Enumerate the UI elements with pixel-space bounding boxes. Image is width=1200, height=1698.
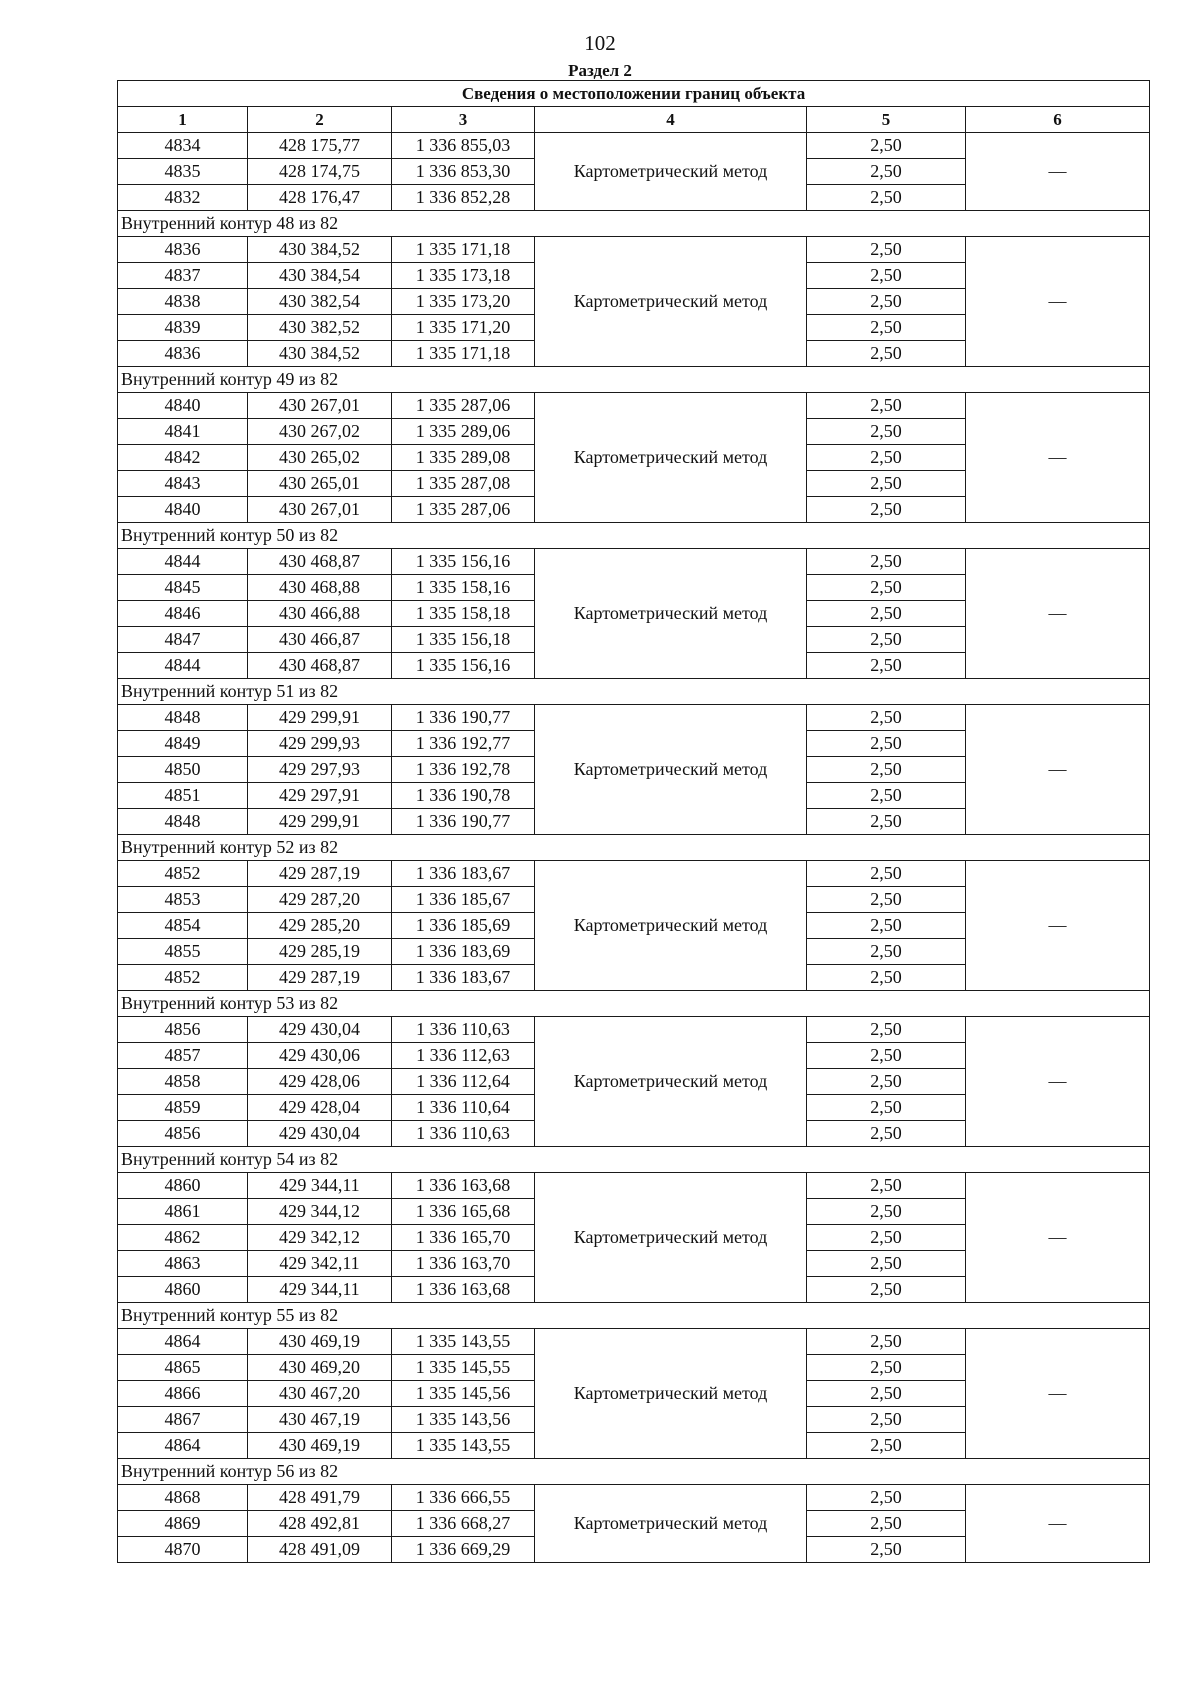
boundary-coordinates-table xyxy=(117,80,1150,1563)
column-number-row xyxy=(118,107,1150,133)
contour-label: Внутренний контур 51 из 82 xyxy=(118,679,1150,705)
method-cell: Картометрический метод xyxy=(535,861,807,991)
method-cell: Картометрический метод xyxy=(535,1485,807,1563)
precision-cell: 2,50 xyxy=(807,1225,966,1251)
point-number-cell: 4856 xyxy=(118,1121,248,1147)
page-number: 102 xyxy=(584,31,616,55)
x-coordinate-cell: 428 491,79 xyxy=(248,1485,392,1511)
precision-cell: 2,50 xyxy=(807,1537,966,1563)
contour-header-row xyxy=(118,1303,1150,1329)
contour-header-row xyxy=(118,367,1150,393)
y-coordinate-cell: 1 335 158,16 xyxy=(392,575,535,601)
y-coordinate-cell: 1 335 173,20 xyxy=(392,289,535,315)
table-row xyxy=(118,133,1150,159)
description-cell: — xyxy=(966,1485,1150,1563)
x-coordinate-cell: 429 428,06 xyxy=(248,1069,392,1095)
table-title: Сведения о местоположении границ объекта xyxy=(118,81,1150,107)
point-number-cell: 4846 xyxy=(118,601,248,627)
point-number-cell: 4864 xyxy=(118,1433,248,1459)
contour-label: Внутренний контур 53 из 82 xyxy=(118,991,1150,1017)
y-coordinate-cell: 1 336 185,69 xyxy=(392,913,535,939)
point-number-cell: 4840 xyxy=(118,393,248,419)
precision-cell: 2,50 xyxy=(807,1277,966,1303)
y-coordinate-cell: 1 336 190,77 xyxy=(392,809,535,835)
y-coordinate-cell: 1 336 110,63 xyxy=(392,1017,535,1043)
precision-cell: 2,50 xyxy=(807,549,966,575)
point-number-cell: 4852 xyxy=(118,965,248,991)
x-coordinate-cell: 429 287,19 xyxy=(248,965,392,991)
table-row xyxy=(118,549,1150,575)
precision-cell: 2,50 xyxy=(807,783,966,809)
x-coordinate-cell: 428 491,09 xyxy=(248,1537,392,1563)
point-number-cell: 4834 xyxy=(118,133,248,159)
point-number-cell: 4853 xyxy=(118,887,248,913)
contour-label: Внутренний контур 52 из 82 xyxy=(118,835,1150,861)
point-number-cell: 4848 xyxy=(118,809,248,835)
x-coordinate-cell: 430 468,88 xyxy=(248,575,392,601)
y-coordinate-cell: 1 336 855,03 xyxy=(392,133,535,159)
y-coordinate-cell: 1 335 145,55 xyxy=(392,1355,535,1381)
point-number-cell: 4845 xyxy=(118,575,248,601)
point-number-cell: 4839 xyxy=(118,315,248,341)
y-coordinate-cell: 1 335 143,56 xyxy=(392,1407,535,1433)
y-coordinate-cell: 1 335 289,08 xyxy=(392,445,535,471)
y-coordinate-cell: 1 335 143,55 xyxy=(392,1433,535,1459)
contour-label: Внутренний контур 48 из 82 xyxy=(118,211,1150,237)
precision-cell: 2,50 xyxy=(807,705,966,731)
table-body xyxy=(118,133,1150,1563)
point-number-cell: 4844 xyxy=(118,653,248,679)
y-coordinate-cell: 1 335 287,06 xyxy=(392,393,535,419)
x-coordinate-cell: 428 176,47 xyxy=(248,185,392,211)
y-coordinate-cell: 1 335 171,18 xyxy=(392,341,535,367)
contour-header-row xyxy=(118,679,1150,705)
x-coordinate-cell: 429 342,12 xyxy=(248,1225,392,1251)
precision-cell: 2,50 xyxy=(807,1069,966,1095)
y-coordinate-cell: 1 336 163,68 xyxy=(392,1277,535,1303)
point-number-cell: 4861 xyxy=(118,1199,248,1225)
y-coordinate-cell: 1 335 173,18 xyxy=(392,263,535,289)
y-coordinate-cell: 1 336 163,70 xyxy=(392,1251,535,1277)
precision-cell: 2,50 xyxy=(807,601,966,627)
contour-header-row xyxy=(118,523,1150,549)
x-coordinate-cell: 430 267,01 xyxy=(248,393,392,419)
column-number-6: 6 xyxy=(966,107,1150,133)
x-coordinate-cell: 430 466,88 xyxy=(248,601,392,627)
precision-cell: 2,50 xyxy=(807,419,966,445)
precision-cell: 2,50 xyxy=(807,133,966,159)
y-coordinate-cell: 1 336 192,77 xyxy=(392,731,535,757)
point-number-cell: 4848 xyxy=(118,705,248,731)
description-cell: — xyxy=(966,861,1150,991)
column-number-2: 2 xyxy=(248,107,392,133)
x-coordinate-cell: 429 287,19 xyxy=(248,861,392,887)
description-cell: — xyxy=(966,1017,1150,1147)
y-coordinate-cell: 1 336 110,64 xyxy=(392,1095,535,1121)
x-coordinate-cell: 430 469,20 xyxy=(248,1355,392,1381)
column-number-3: 3 xyxy=(392,107,535,133)
precision-cell: 2,50 xyxy=(807,1199,966,1225)
x-coordinate-cell: 429 430,04 xyxy=(248,1017,392,1043)
precision-cell: 2,50 xyxy=(807,289,966,315)
y-coordinate-cell: 1 336 110,63 xyxy=(392,1121,535,1147)
point-number-cell: 4860 xyxy=(118,1277,248,1303)
precision-cell: 2,50 xyxy=(807,315,966,341)
x-coordinate-cell: 430 469,19 xyxy=(248,1329,392,1355)
x-coordinate-cell: 429 297,91 xyxy=(248,783,392,809)
y-coordinate-cell: 1 336 112,64 xyxy=(392,1069,535,1095)
x-coordinate-cell: 429 344,11 xyxy=(248,1173,392,1199)
x-coordinate-cell: 430 265,02 xyxy=(248,445,392,471)
y-coordinate-cell: 1 336 668,27 xyxy=(392,1511,535,1537)
precision-cell: 2,50 xyxy=(807,1407,966,1433)
precision-cell: 2,50 xyxy=(807,185,966,211)
point-number-cell: 4849 xyxy=(118,731,248,757)
method-cell: Картометрический метод xyxy=(535,393,807,523)
point-number-cell: 4832 xyxy=(118,185,248,211)
x-coordinate-cell: 430 382,54 xyxy=(248,289,392,315)
point-number-cell: 4842 xyxy=(118,445,248,471)
x-coordinate-cell: 430 469,19 xyxy=(248,1433,392,1459)
y-coordinate-cell: 1 335 156,16 xyxy=(392,653,535,679)
precision-cell: 2,50 xyxy=(807,809,966,835)
point-number-cell: 4843 xyxy=(118,471,248,497)
method-cell: Картометрический метод xyxy=(535,549,807,679)
x-coordinate-cell: 429 344,11 xyxy=(248,1277,392,1303)
y-coordinate-cell: 1 335 289,06 xyxy=(392,419,535,445)
y-coordinate-cell: 1 336 190,78 xyxy=(392,783,535,809)
precision-cell: 2,50 xyxy=(807,627,966,653)
precision-cell: 2,50 xyxy=(807,653,966,679)
table-row xyxy=(118,1329,1150,1355)
y-coordinate-cell: 1 335 158,18 xyxy=(392,601,535,627)
method-cell: Картометрический метод xyxy=(535,1017,807,1147)
x-coordinate-cell: 429 428,04 xyxy=(248,1095,392,1121)
precision-cell: 2,50 xyxy=(807,471,966,497)
precision-cell: 2,50 xyxy=(807,497,966,523)
precision-cell: 2,50 xyxy=(807,1043,966,1069)
point-number-cell: 4854 xyxy=(118,913,248,939)
y-coordinate-cell: 1 336 852,28 xyxy=(392,185,535,211)
precision-cell: 2,50 xyxy=(807,263,966,289)
contour-label: Внутренний контур 49 из 82 xyxy=(118,367,1150,393)
method-cell: Картометрический метод xyxy=(535,237,807,367)
table-row xyxy=(118,393,1150,419)
point-number-cell: 4857 xyxy=(118,1043,248,1069)
point-number-cell: 4865 xyxy=(118,1355,248,1381)
y-coordinate-cell: 1 335 143,55 xyxy=(392,1329,535,1355)
column-number-5: 5 xyxy=(807,107,966,133)
x-coordinate-cell: 430 466,87 xyxy=(248,627,392,653)
method-cell: Картометрический метод xyxy=(535,1173,807,1303)
x-coordinate-cell: 429 430,06 xyxy=(248,1043,392,1069)
contour-header-row xyxy=(118,211,1150,237)
y-coordinate-cell: 1 336 183,67 xyxy=(392,861,535,887)
y-coordinate-cell: 1 336 666,55 xyxy=(392,1485,535,1511)
point-number-cell: 4837 xyxy=(118,263,248,289)
contour-header-row xyxy=(118,1459,1150,1485)
point-number-cell: 4867 xyxy=(118,1407,248,1433)
y-coordinate-cell: 1 336 669,29 xyxy=(392,1537,535,1563)
y-coordinate-cell: 1 335 156,18 xyxy=(392,627,535,653)
precision-cell: 2,50 xyxy=(807,913,966,939)
contour-header-row xyxy=(118,1147,1150,1173)
x-coordinate-cell: 430 467,20 xyxy=(248,1381,392,1407)
x-coordinate-cell: 429 287,20 xyxy=(248,887,392,913)
y-coordinate-cell: 1 336 185,67 xyxy=(392,887,535,913)
column-number-1: 1 xyxy=(118,107,248,133)
x-coordinate-cell: 430 267,01 xyxy=(248,497,392,523)
x-coordinate-cell: 428 492,81 xyxy=(248,1511,392,1537)
table-row xyxy=(118,705,1150,731)
point-number-cell: 4835 xyxy=(118,159,248,185)
contour-label: Внутренний контур 50 из 82 xyxy=(118,523,1150,549)
description-cell: — xyxy=(966,549,1150,679)
precision-cell: 2,50 xyxy=(807,1433,966,1459)
x-coordinate-cell: 430 267,02 xyxy=(248,419,392,445)
y-coordinate-cell: 1 336 163,68 xyxy=(392,1173,535,1199)
y-coordinate-cell: 1 335 287,08 xyxy=(392,471,535,497)
contour-header-row xyxy=(118,835,1150,861)
precision-cell: 2,50 xyxy=(807,1251,966,1277)
x-coordinate-cell: 428 174,75 xyxy=(248,159,392,185)
y-coordinate-cell: 1 335 287,06 xyxy=(392,497,535,523)
description-cell: — xyxy=(966,1329,1150,1459)
point-number-cell: 4852 xyxy=(118,861,248,887)
y-coordinate-cell: 1 335 171,20 xyxy=(392,315,535,341)
contour-label: Внутренний контур 55 из 82 xyxy=(118,1303,1150,1329)
table-row xyxy=(118,237,1150,263)
point-number-cell: 4863 xyxy=(118,1251,248,1277)
y-coordinate-cell: 1 336 853,30 xyxy=(392,159,535,185)
description-cell: — xyxy=(966,1173,1150,1303)
x-coordinate-cell: 430 384,52 xyxy=(248,341,392,367)
point-number-cell: 4847 xyxy=(118,627,248,653)
description-cell: — xyxy=(966,393,1150,523)
x-coordinate-cell: 429 285,19 xyxy=(248,939,392,965)
point-number-cell: 4858 xyxy=(118,1069,248,1095)
point-number-cell: 4862 xyxy=(118,1225,248,1251)
y-coordinate-cell: 1 336 165,68 xyxy=(392,1199,535,1225)
y-coordinate-cell: 1 336 165,70 xyxy=(392,1225,535,1251)
y-coordinate-cell: 1 336 183,69 xyxy=(392,939,535,965)
method-cell: Картометрический метод xyxy=(535,133,807,211)
point-number-cell: 4844 xyxy=(118,549,248,575)
y-coordinate-cell: 1 336 112,63 xyxy=(392,1043,535,1069)
method-cell: Картометрический метод xyxy=(535,705,807,835)
x-coordinate-cell: 430 468,87 xyxy=(248,549,392,575)
contour-label: Внутренний контур 56 из 82 xyxy=(118,1459,1150,1485)
x-coordinate-cell: 429 285,20 xyxy=(248,913,392,939)
x-coordinate-cell: 429 430,04 xyxy=(248,1121,392,1147)
precision-cell: 2,50 xyxy=(807,757,966,783)
point-number-cell: 4860 xyxy=(118,1173,248,1199)
x-coordinate-cell: 428 175,77 xyxy=(248,133,392,159)
point-number-cell: 4851 xyxy=(118,783,248,809)
x-coordinate-cell: 429 299,93 xyxy=(248,731,392,757)
precision-cell: 2,50 xyxy=(807,1173,966,1199)
point-number-cell: 4869 xyxy=(118,1511,248,1537)
precision-cell: 2,50 xyxy=(807,1381,966,1407)
precision-cell: 2,50 xyxy=(807,861,966,887)
method-cell: Картометрический метод xyxy=(535,1329,807,1459)
x-coordinate-cell: 430 467,19 xyxy=(248,1407,392,1433)
precision-cell: 2,50 xyxy=(807,1121,966,1147)
precision-cell: 2,50 xyxy=(807,1329,966,1355)
point-number-cell: 4836 xyxy=(118,237,248,263)
column-number-4: 4 xyxy=(535,107,807,133)
x-coordinate-cell: 429 344,12 xyxy=(248,1199,392,1225)
contour-header-row xyxy=(118,991,1150,1017)
point-number-cell: 4866 xyxy=(118,1381,248,1407)
y-coordinate-cell: 1 335 145,56 xyxy=(392,1381,535,1407)
table-row xyxy=(118,861,1150,887)
y-coordinate-cell: 1 335 171,18 xyxy=(392,237,535,263)
x-coordinate-cell: 429 299,91 xyxy=(248,809,392,835)
precision-cell: 2,50 xyxy=(807,575,966,601)
x-coordinate-cell: 430 382,52 xyxy=(248,315,392,341)
y-coordinate-cell: 1 336 183,67 xyxy=(392,965,535,991)
x-coordinate-cell: 429 299,91 xyxy=(248,705,392,731)
point-number-cell: 4855 xyxy=(118,939,248,965)
point-number-cell: 4850 xyxy=(118,757,248,783)
point-number-cell: 4859 xyxy=(118,1095,248,1121)
precision-cell: 2,50 xyxy=(807,159,966,185)
precision-cell: 2,50 xyxy=(807,237,966,263)
section-title: Раздел 2 xyxy=(568,61,632,80)
x-coordinate-cell: 430 265,01 xyxy=(248,471,392,497)
precision-cell: 2,50 xyxy=(807,965,966,991)
x-coordinate-cell: 429 342,11 xyxy=(248,1251,392,1277)
x-coordinate-cell: 429 297,93 xyxy=(248,757,392,783)
precision-cell: 2,50 xyxy=(807,1485,966,1511)
x-coordinate-cell: 430 384,54 xyxy=(248,263,392,289)
precision-cell: 2,50 xyxy=(807,1017,966,1043)
point-number-cell: 4870 xyxy=(118,1537,248,1563)
point-number-cell: 4841 xyxy=(118,419,248,445)
point-number-cell: 4838 xyxy=(118,289,248,315)
point-number-cell: 4840 xyxy=(118,497,248,523)
x-coordinate-cell: 430 384,52 xyxy=(248,237,392,263)
table-row xyxy=(118,1485,1150,1511)
description-cell: — xyxy=(966,705,1150,835)
x-coordinate-cell: 430 468,87 xyxy=(248,653,392,679)
precision-cell: 2,50 xyxy=(807,393,966,419)
precision-cell: 2,50 xyxy=(807,887,966,913)
contour-label: Внутренний контур 54 из 82 xyxy=(118,1147,1150,1173)
precision-cell: 2,50 xyxy=(807,445,966,471)
description-cell: — xyxy=(966,133,1150,211)
point-number-cell: 4864 xyxy=(118,1329,248,1355)
precision-cell: 2,50 xyxy=(807,341,966,367)
point-number-cell: 4856 xyxy=(118,1017,248,1043)
precision-cell: 2,50 xyxy=(807,1095,966,1121)
table-row xyxy=(118,1017,1150,1043)
point-number-cell: 4836 xyxy=(118,341,248,367)
y-coordinate-cell: 1 336 190,77 xyxy=(392,705,535,731)
y-coordinate-cell: 1 336 192,78 xyxy=(392,757,535,783)
point-number-cell: 4868 xyxy=(118,1485,248,1511)
precision-cell: 2,50 xyxy=(807,939,966,965)
precision-cell: 2,50 xyxy=(807,731,966,757)
precision-cell: 2,50 xyxy=(807,1511,966,1537)
description-cell: — xyxy=(966,237,1150,367)
precision-cell: 2,50 xyxy=(807,1355,966,1381)
y-coordinate-cell: 1 335 156,16 xyxy=(392,549,535,575)
table-row xyxy=(118,1173,1150,1199)
